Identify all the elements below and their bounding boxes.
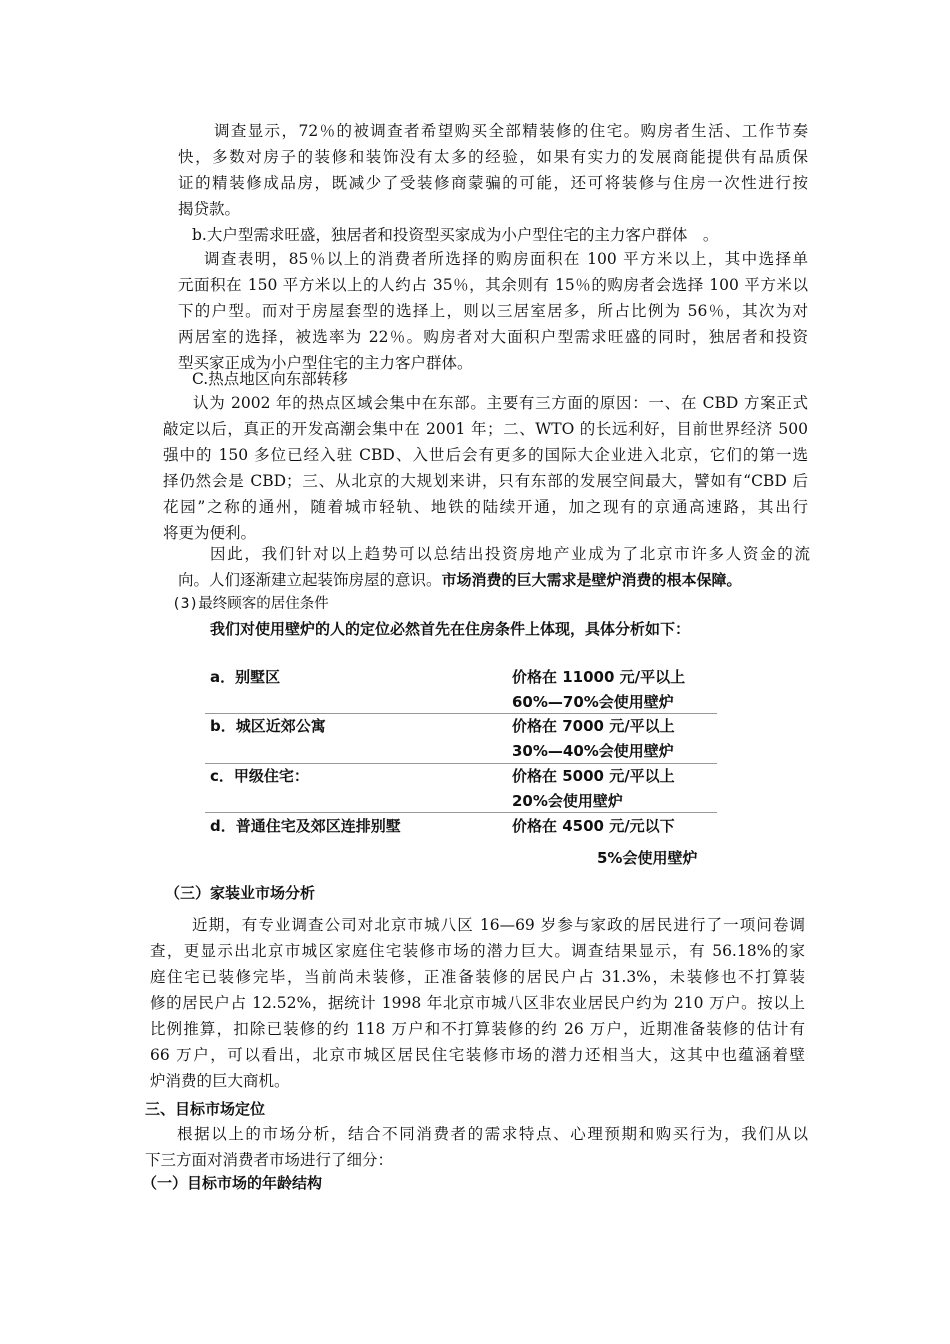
table-intro: 我们对使用壁炉的人的定位必然首先在住房条件上体现，具体分析如下：: [210, 620, 691, 638]
text-line: 因此，我们针对以上趋势可以总结出投资房地产业成为了北京市许多人资金的流: [210, 545, 810, 563]
paragraph-unit-size-survey: [178, 246, 808, 376]
table-row-usage: 5%会使用壁炉: [597, 849, 698, 867]
text-line: 庭住宅已装修完毕，当前尚未装修，正准备装修的居民户占 31.3%，未装修也不打算装: [150, 968, 805, 986]
table-row-usage: 30%—40%会使用壁炉: [512, 742, 674, 760]
text-line: 66 万户，可以看出，北京市城区居民住宅装修市场的潜力还相当大，这其中也蕴涵着壁: [150, 1046, 805, 1064]
text-line: 将更为便利。: [163, 524, 257, 542]
text-line: 近期，有专业调查公司对北京市城八区 16—69 岁参与家政的居民进行了一项问卷调: [192, 916, 805, 934]
heading-target-market: 三、目标市场定位: [145, 1100, 266, 1118]
table-row-label: b．城区近郊公寓: [210, 717, 326, 735]
heading-b-large-units: b.大户型需求旺盛，独居者和投资型买家成为小户型住宅的主力客户群体 。: [192, 226, 719, 244]
text-line: 揭贷款。: [178, 200, 241, 218]
paragraph-renovation-survey: [178, 118, 808, 222]
text-line: 强中的 150 多位已经入驻 CBD、入世后会有更多的国际大企业进入北京，它们的第一选: [163, 446, 808, 464]
text-line: 调查表明，85％以上的消费者所选择的购房面积在 100 平方米以上，其中选择单: [204, 250, 808, 268]
heading-home-decoration-analysis: （三）家装业市场分析: [165, 884, 316, 902]
text-line: 调查显示，72％的被调查者希望购买全部精装修的住宅。购房者生活、工作节奏: [214, 122, 808, 140]
text-line: 比例推算，扣除已装修的约 118 万户和不打算装修的约 26 万户，近期准备装修的估计有: [150, 1020, 805, 1038]
text-line: 根据以上的市场分析，结合不同消费者的需求特点、心理预期和购买行为，我们从以: [177, 1125, 808, 1143]
table-row-usage: 20%会使用壁炉: [512, 792, 623, 810]
heading-age-structure: （一）目标市场的年龄结构: [142, 1174, 323, 1192]
table-row-label: c．甲级住宅：: [210, 767, 309, 785]
paragraph-investment-conclusion: [170, 541, 810, 593]
text-line: 元面积在 150 平方米以上的人约占 35％，其余则有 15％的购房者会选择 100 平方米以: [178, 276, 808, 294]
table-row-label: d．普通住宅及郊区连排别墅: [210, 817, 401, 835]
table-row-price: 价格在 5000 元/平以上: [512, 767, 675, 785]
paragraph-segmentation: [145, 1121, 808, 1173]
table-row-label: a．别墅区: [210, 668, 281, 686]
text-line: 查，更显示出北京市城区家庭住宅装修市场的潜力巨大。调查结果显示，有 56.18%的家: [150, 942, 805, 960]
heading-3-living-conditions: (3)最终顾客的居住条件: [172, 596, 329, 612]
text-line: 修的居民户占 12.52%，据统计 1998 年北京市城八区非农业居民户约为 210 万户。按以上: [150, 994, 805, 1012]
text-line: [170, 567, 810, 593]
text-line: 型买家正成为小户型住宅的主力客户群体。: [178, 354, 473, 372]
table-row-price: 价格在 7000 元/平以上: [512, 717, 675, 735]
paragraph-decoration-survey: [150, 912, 805, 1094]
table-divider: [205, 812, 717, 813]
paragraph-eastern-hotspot: [163, 390, 808, 546]
text-line: 两居室的选择，被选率为 22％。购房者对大面积户型需求旺盛的同时，独居者和投资: [178, 328, 808, 346]
table-row-price: 价格在 4500 元/元以下: [512, 817, 675, 835]
text-line: 快，多数对房子的装修和装饰没有太多的经验，如果有实力的发展商能提供有品质保: [178, 148, 808, 166]
text-normal: 向。人们逐渐建立起装饰房屋的意识。: [178, 571, 442, 589]
table-row-price: 价格在 11000 元/平以上: [512, 668, 686, 686]
text-line: 炉消费的巨大商机。: [150, 1072, 290, 1090]
heading-c-hot-areas: C.热点地区向东部转移: [192, 370, 348, 388]
text-line: 下的户型。而对于房屋套型的选择上，则以三居室居多，所占比例为 56％，其次为对: [178, 302, 808, 320]
text-line: 下三方面对消费者市场进行了细分：: [145, 1151, 394, 1169]
table-row-usage: 60%—70%会使用壁炉: [512, 693, 674, 711]
text-line: 敲定以后，真正的开发高潮会集中在 2001 年；二、WTO 的长远利好，目前世界经济 500: [163, 420, 808, 438]
text-line: 证的精装修成品房，既减少了受装修商蒙骗的可能，还可将装修与住房一次性进行按: [178, 174, 808, 192]
text-line: 择仍然会是 CBD；三、从北京的大规划来讲，只有东部的发展空间最大，譬如有“CBD 后: [163, 472, 808, 490]
text-emphasis: 市场消费的巨大需求是壁炉消费的根本保障。: [441, 571, 742, 589]
text-line: 认为 2002 年的热点区域会集中在东部。主要有三方面的原因：一、在 CBD 方案正式: [193, 394, 808, 412]
text-line: 花园”之称的通州，随着城市轻轨、地铁的陆续开通，加之现有的京通高速路，其出行: [163, 498, 808, 516]
